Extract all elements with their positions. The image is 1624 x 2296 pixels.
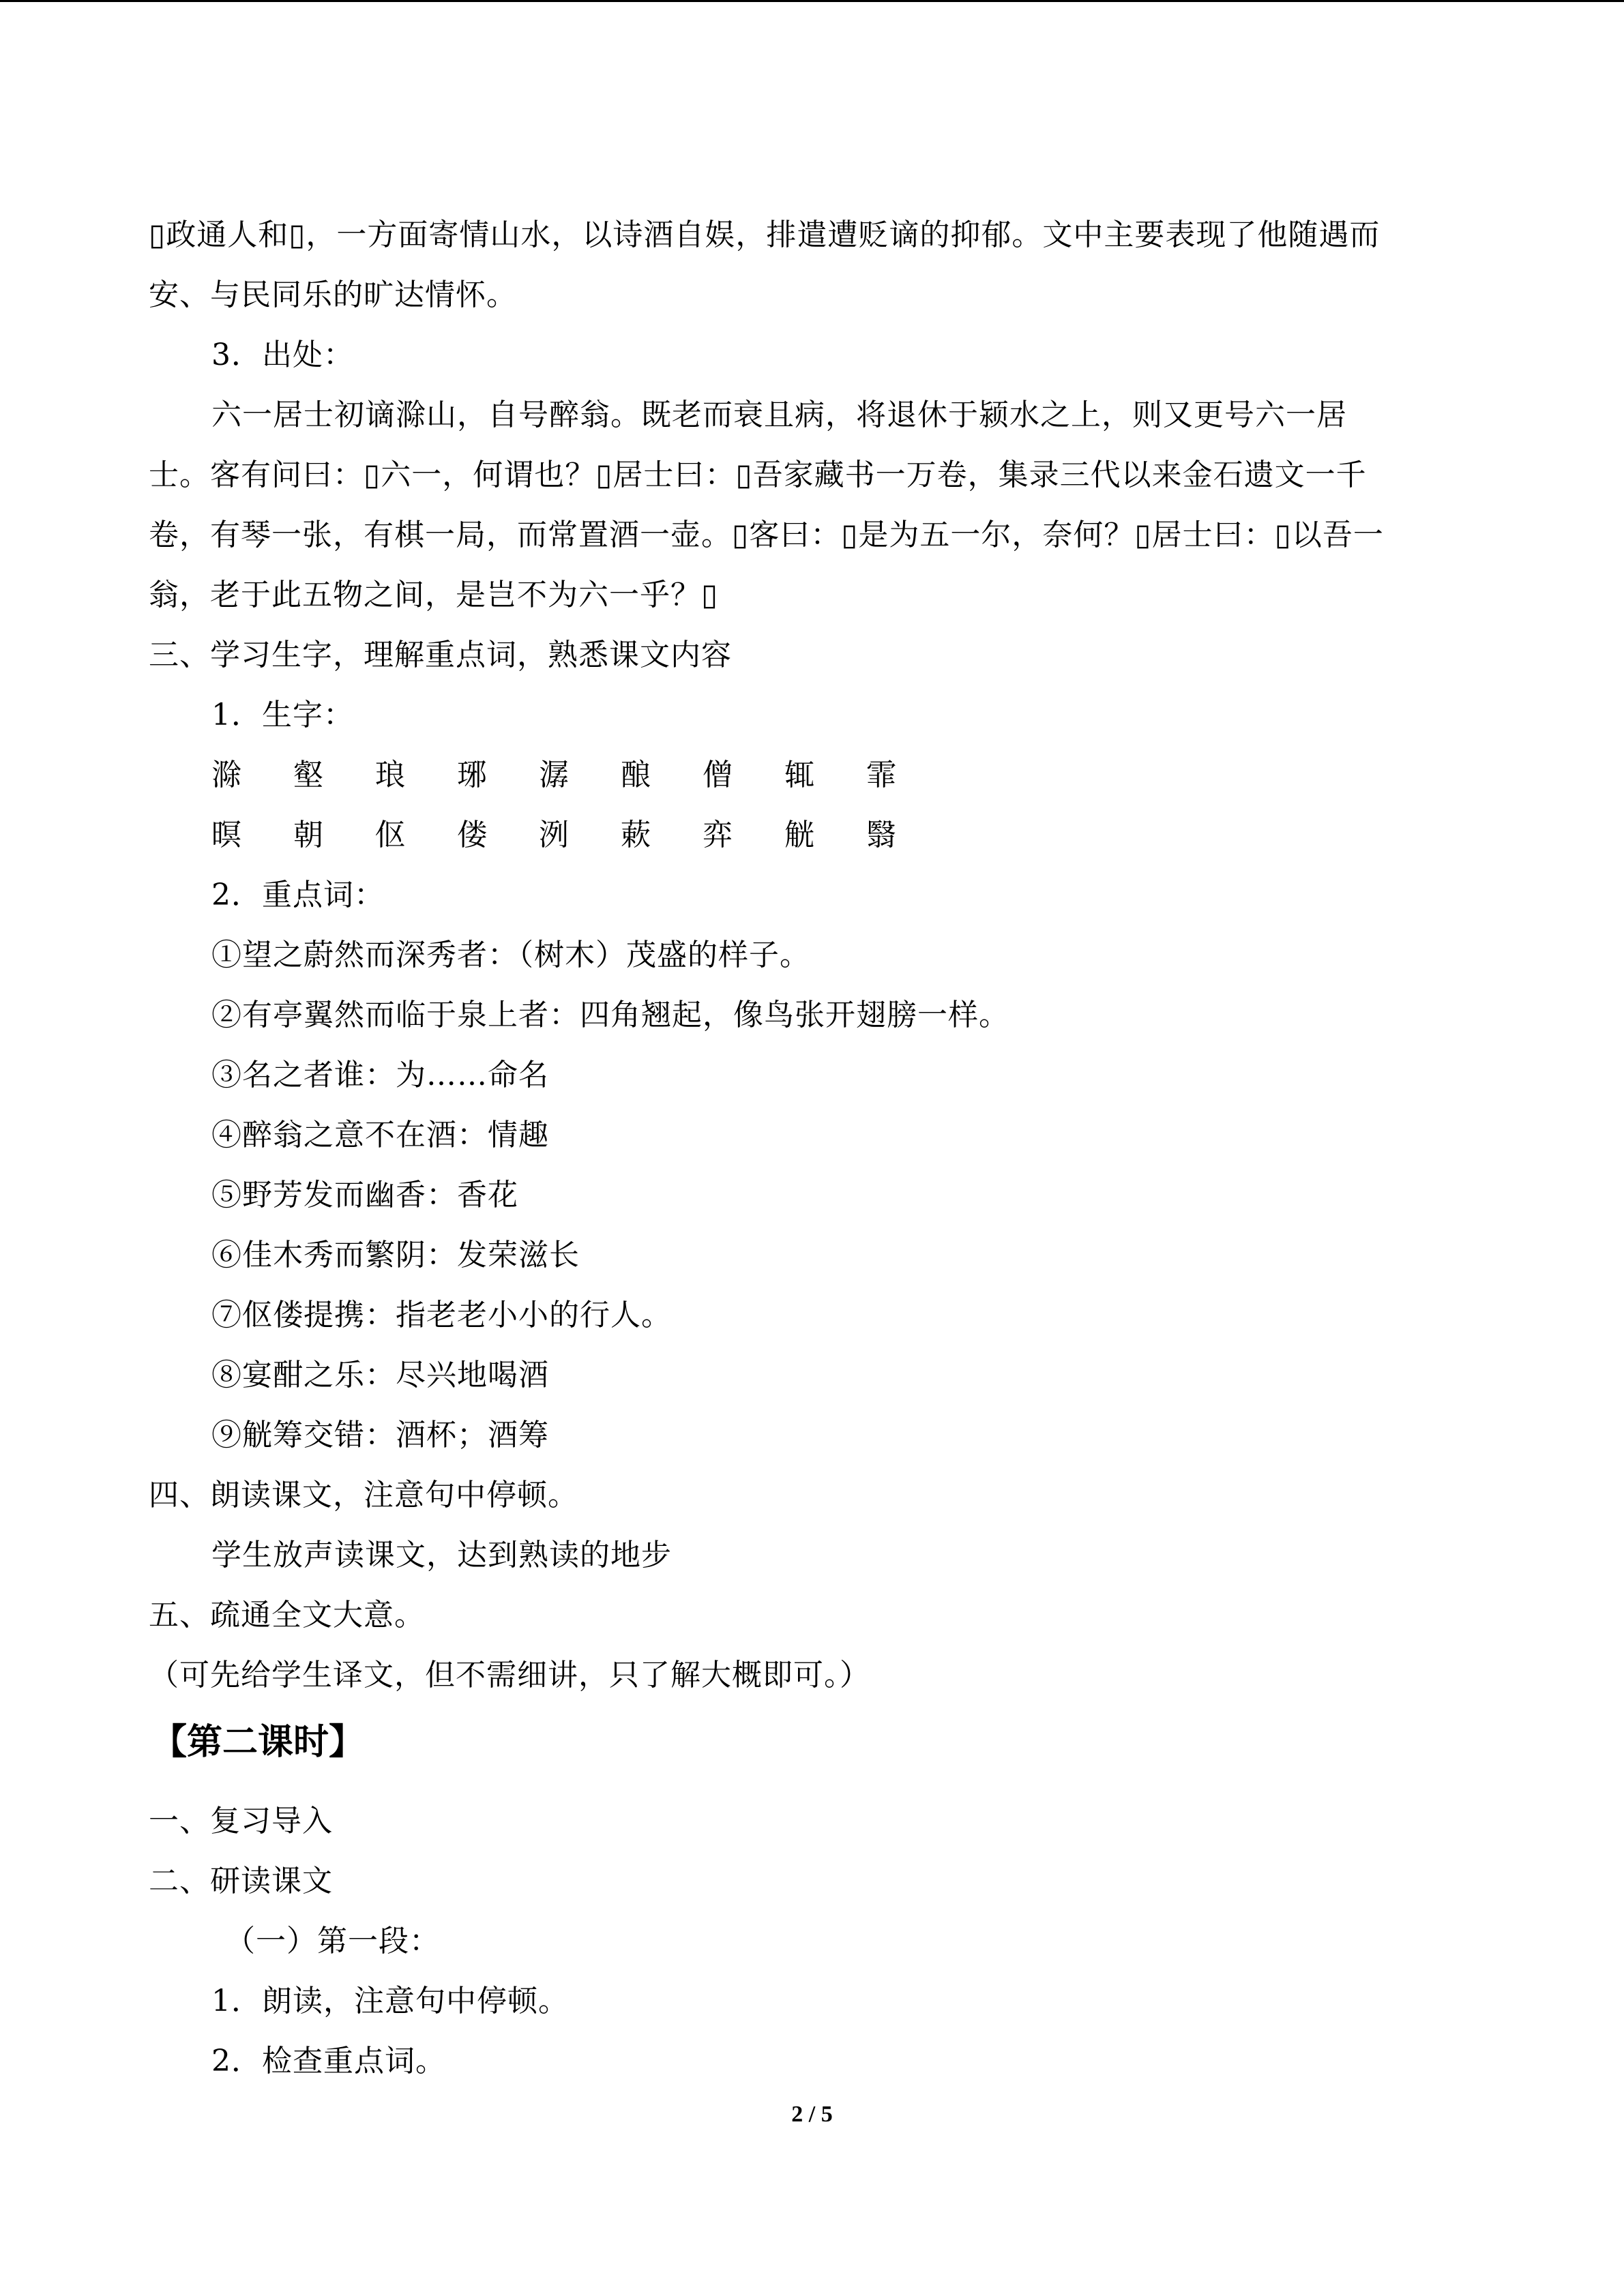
text-line: 翁，老于此五物之间，是岂不为六一乎？▯ [149, 578, 719, 612]
vocab-char: 觥 [784, 818, 814, 852]
vocab-char: 琊 [457, 758, 487, 792]
vocab-char: 僧 [703, 758, 733, 792]
text-line: 安、与民同乐的旷达情怀。 [149, 278, 517, 312]
vocab-char: 朝 [293, 818, 323, 852]
list-item: ⑤野芳发而幽香：香花 [211, 1178, 518, 1212]
list-item: ⑦伛偻提携：指老老小小的行人。 [211, 1298, 672, 1332]
section-title: 一、复习导入 [149, 1804, 333, 1838]
text-line: ▯政通人和▯，一方面寄情山水，以诗酒自娱，排遣遭贬谪的抑郁。文中主要表现了他随遇而 [149, 218, 1381, 252]
vocab-char: 暝 [211, 818, 241, 852]
lesson-heading: 【第二课时】 [151, 1722, 365, 1763]
page-number: 2 / 5 [791, 2102, 833, 2127]
section-title: 五、疏通全文大意。 [149, 1598, 425, 1632]
text-line: （可先给学生译文，但不需细讲，只了解大概即可。） [149, 1658, 870, 1693]
vocab-char: 琅 [375, 758, 405, 792]
vocab-char: 霏 [866, 758, 896, 792]
section-title: 二、研读课文 [149, 1864, 333, 1898]
vocab-char: 滁 [211, 758, 241, 792]
subsection-title: （一）第一段： [225, 1924, 440, 1958]
list-item: ③名之者谁：为……命名 [211, 1058, 549, 1092]
text-line: 1．朗读，注意句中停顿。 [211, 1984, 569, 2018]
text-line: 2．重点词： [211, 878, 385, 912]
text-line: 卷，有琴一张，有棋一局，而常置酒一壶。▯客曰：▯是为五一尔，奈何？▯居士曰：▯以吾一 [149, 518, 1384, 552]
vocab-char: 伛 [375, 818, 405, 852]
vocab-char: 蔌 [621, 818, 651, 852]
list-item: ②有亭翼然而临于泉上者：四角翘起，像鸟张开翅膀一样。 [211, 998, 1009, 1032]
vocab-char: 弈 [703, 818, 733, 852]
vocab-char: 偻 [457, 818, 487, 852]
text-line: 1．生字： [211, 698, 354, 732]
text-line: 2．检查重点词。 [211, 2044, 446, 2078]
vocab-char: 翳 [866, 818, 896, 852]
list-item: ④醉翁之意不在酒：情趣 [211, 1118, 549, 1152]
text-line: 六一居士初谪滁山，自号醉翁。既老而衰且病，将退休于颍水之上，则又更号六一居 [211, 398, 1347, 432]
text-line: 士。客有问曰：▯六一，何谓也？▯居士曰：▯吾家藏书一万卷，集录三代以来金石遗文一千 [149, 458, 1367, 492]
section-title: 三、学习生字，理解重点词，熟悉课文内容 [149, 638, 732, 672]
list-item: ⑨觥筹交错：酒杯；酒筹 [211, 1418, 549, 1452]
list-item: ①望之蔚然而深秀者：（树木）茂盛的样子。 [211, 938, 810, 972]
vocab-char: 洌 [539, 818, 569, 852]
list-item: ⑧宴酣之乐：尽兴地喝酒 [211, 1358, 549, 1392]
vocab-char: 潺 [539, 758, 569, 792]
list-item: ⑥佳木秀而繁阴：发荣滋长 [211, 1238, 580, 1272]
text-line: 学生放声读课文，达到熟读的地步 [211, 1538, 672, 1572]
vocab-row [211, 811, 948, 859]
vocab-char: 辄 [784, 758, 814, 792]
section-title: 四、朗读课文，注意句中停顿。 [149, 1478, 578, 1512]
text-line: 3．出处： [211, 338, 354, 372]
vocab-row [211, 751, 948, 799]
vocab-char: 壑 [293, 758, 323, 792]
vocab-char: 酿 [621, 758, 651, 792]
